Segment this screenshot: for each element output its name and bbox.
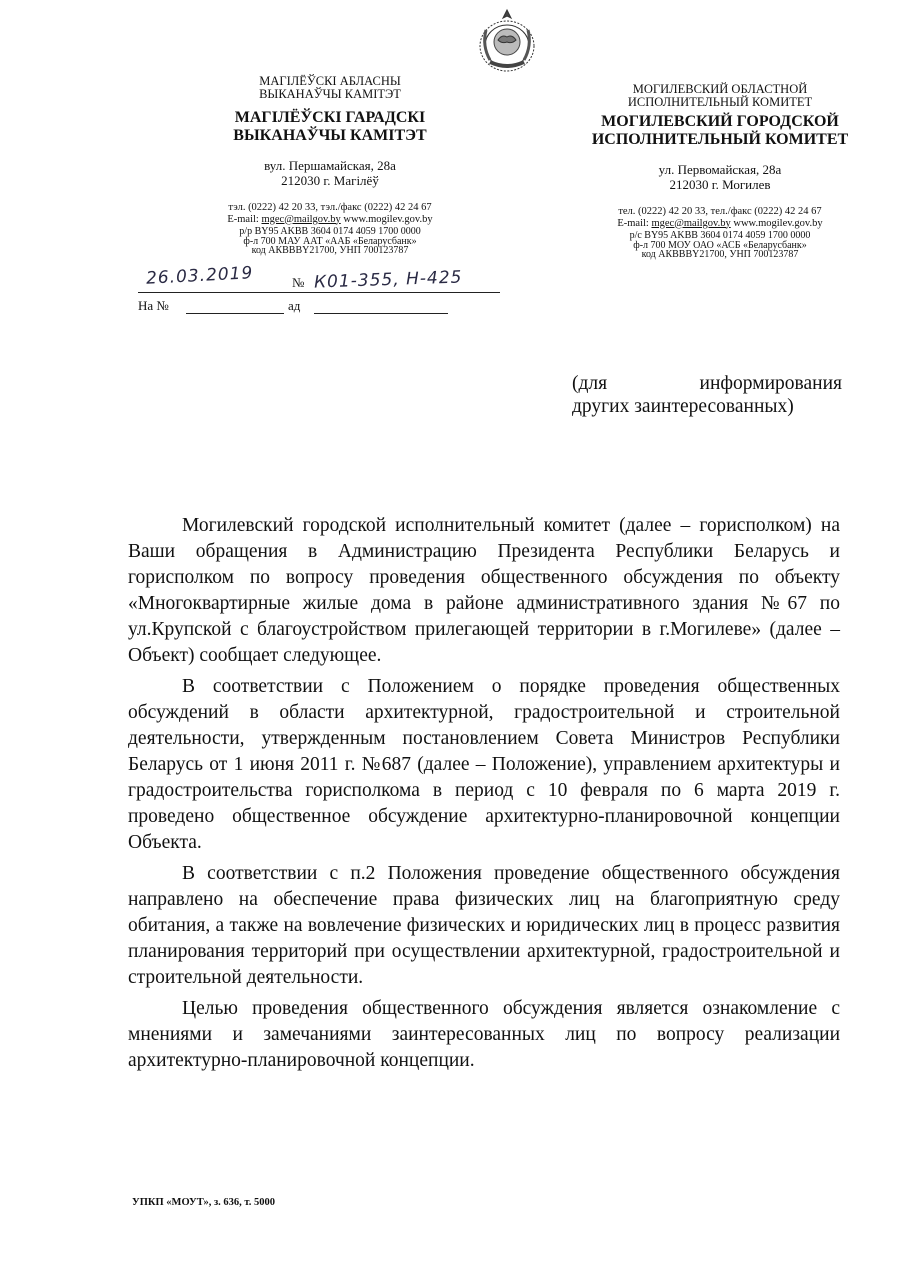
reference-line [138,298,448,318]
header-by-bank-code: код АКВВВY21700, УНП 700123787 [251,245,409,256]
print-info: УПКП «МОУТ», з. 636, т. 5000 [132,1197,276,1208]
header-ru [560,83,880,260]
header-by-street: вул. Першамайская, 28а [264,158,396,173]
header-by-phone: тэл. (0222) 42 20 33, тэл./факс (0222) 42 24 67 [228,202,432,213]
header-ru-bank-code: код АКВВВY21700, УНП 700123787 [641,249,799,260]
registration-date: 26.03.2019 [145,263,254,289]
header-by-website[interactable]: www.mogilev.gov.by [340,213,433,225]
header-ru-street: ул. Первомайская, 28а [658,162,782,177]
recipient-block [572,372,842,418]
header-by-city: 212030 г. Магілёў [281,173,379,188]
header-by-org-line2: ВЫКАНАЎЧЫ КАМІТЭТ [233,127,427,144]
header-ru-contacts [560,206,880,229]
header-by-bank-branch: ф-л 700 МАУ ААТ «ААБ «Беларусбанк» [243,235,417,247]
header-by-region: МАГІЛЁЎСКІ АБЛАСНЫ ВЫКАНАЎЧЫ КАМІТЭТ [259,74,401,101]
header-ru-email-label: E-mail: [617,217,652,229]
reference-number-label: На № [138,298,169,313]
header-by [160,75,500,256]
reference-number-blank [186,313,284,314]
header-ru-email[interactable]: mgec@mailgov.by [651,217,731,229]
header-by-bank-account: р/р BY95 AKBB 3604 0174 4059 1700 0000 [239,226,421,237]
header-by-contacts [160,202,500,225]
header-ru-bank-account: р/с BY95 AKBB 3604 0174 4059 1700 0000 [629,230,811,241]
header-by-bank [160,227,500,256]
header-ru-org-line2: ИСПОЛНИТЕЛЬНЫЙ КОМИТЕТ [591,131,849,148]
header-by-org-line1: МАГІЛЁЎСКІ ГАРАДСКІ [234,109,426,126]
header-ru-region: МОГИЛЕВСКИЙ ОБЛАСТНОЙ ИСПОЛНИТЕЛЬНЫЙ КОМИТЕТ [627,82,813,109]
header-by-address [160,158,500,188]
header-by-email-label: E-mail: [227,213,262,225]
header-ru-address [560,162,880,192]
body-paragraph-3: В соответствии с п.2 Положения проведение общественного обсуждения направлено на обеспечение права физических лиц на благоприятную среду обитания, а также на вовлечение физических и юридических лиц в процесс развития планирования территорий при осуществлении архитектурной, градостроительной и строительной деятельности. [128,863,840,988]
state-emblem-icon [476,8,538,74]
header-ru-bank [560,231,880,260]
body-paragraph-4: Целью проведения общественного обсуждения является ознакомление с мнениями и замечаниями заинтересованных лиц по вопросу реализации архитектурно-планировочной концепции. [128,998,840,1071]
header-ru-city: 212030 г. Могилев [669,177,771,192]
registration-number-label: № [292,275,305,290]
body-paragraph-1: Могилевский городской исполнительный комитет (далее – горисполком) на Ваши обращения в Администрацию Президента Республики Беларусь и горисполком по вопросу проведения общественного обсуждения по объекту «Многоквартирные жилые дома в районе административного здания №67 по ул.Крупской с благоустройством прилегающей территории в г.Могилеве» (далее – Объект) сообщает следующее. [128,515,840,666]
header-ru-email-line [560,218,880,230]
registration-number: К01-355, Н-425 [313,267,463,293]
header-by-email[interactable]: mgec@mailgov.by [261,213,341,225]
recipient-line2: других заинтересованных) [572,396,794,417]
reference-date-blank [314,313,448,314]
letter-body [128,513,840,1079]
header-ru-org-line1: МОГИЛЕВСКИЙ ГОРОДСКОЙ [601,113,839,130]
header-by-org [160,109,500,145]
header-by-email-line [160,214,500,226]
reference-date-label: ад [288,298,301,313]
body-paragraph-2: В соответствии с Положением о порядке проведения общественных обсуждений в области архитектурной, градостроительной и строительной деятельности, утвержденным постановлением Совета Министров Республики Беларусь от 1 июня 2011 г. №687 (далее – Положение), управлением архитектуры и градостроительства горисполкома в период с 10 февраля по 6 марта 2019 г. проведено общественное обсуждение архитектурно-планировочной концепции Объекта. [128,676,840,853]
header-ru-bank-branch: ф-л 700 МОУ ОАО «АСБ «Беларусбанк» [633,239,807,251]
header-ru-phone: тел. (0222) 42 20 33, тел./факс (0222) 42 24 67 [618,206,822,217]
recipient-line1: (для информирования [572,373,842,394]
header-ru-org [560,113,880,149]
header-ru-website[interactable]: www.mogilev.gov.by [730,217,823,229]
